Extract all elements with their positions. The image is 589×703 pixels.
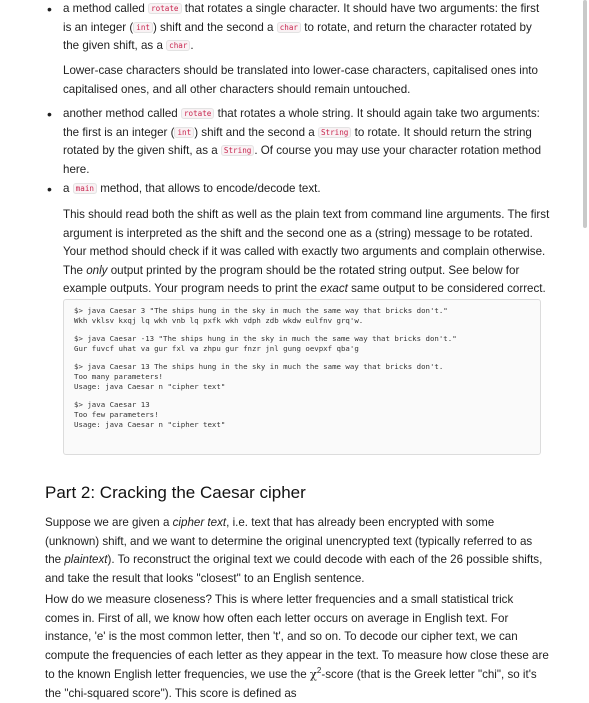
text: to rotate, and return the character rotated by — [301, 20, 532, 34]
code-line: Usage: java Caesar n "cipher text" — [74, 382, 226, 391]
text: is an integer ( — [63, 20, 134, 34]
text: ) shift and the second a — [152, 20, 277, 34]
code-line: Too few parameters! — [74, 410, 159, 419]
inline-code: rotate — [181, 108, 214, 119]
inline-code: String — [221, 145, 254, 156]
text-line: here. — [63, 162, 90, 176]
text: output printed by the program should be the rotated string output. See below for example outputs. Your program needs to print the — [63, 263, 520, 295]
text: same output to be considered correct. — [347, 282, 546, 295]
text: to rotate. It should return the string — [351, 125, 532, 139]
superscript: 2 — [316, 666, 322, 676]
paragraph-closeness — [45, 591, 550, 703]
text: -score (that is the Greek letter "chi", so it's the "chi-squared score"). This score is defined as — [45, 668, 537, 700]
text: another method called — [63, 107, 181, 120]
inline-code: int — [133, 22, 153, 33]
text: method, that allows to encode/decode text. — [96, 182, 321, 195]
code-block — [63, 299, 541, 455]
scrollbar[interactable] — [583, 0, 587, 228]
text: This should read both the shift as well as the plain text from command line arguments. The first argument is interpreted as the shift and the second one as a (string) message to be rotated. Your method should check if it was called with exactly two arguments and complain otherwise. The — [63, 208, 550, 277]
text: How do we measure closeness? This is where letter frequencies and a small statistical trick comes in. First of all, we know how often each letter occurs on average in English text. For instance, 'e' is the most common letter, then 't', and so on. To decode our cipher text, we can compute the frequencies of each letter as they appear in the text. To measure how close these are to the known English letter frequencies, we use the — [45, 593, 549, 681]
text-line — [63, 19, 553, 38]
text-line — [63, 0, 553, 19]
text: that rotates a whole string. It should again take two arguments: — [214, 107, 540, 120]
text-line — [63, 180, 553, 199]
text: ) shift and the second a — [194, 125, 318, 139]
text: Suppose we are given a — [45, 516, 173, 529]
chi-symbol: χ — [309, 667, 317, 681]
inline-code: String — [318, 127, 351, 138]
text: , i.e. text that has already been encrypted with some (unknown) shift, and we want to determine the original unencrypted text (typically referred to as the — [45, 516, 533, 566]
text-line — [63, 142, 553, 161]
code-line: $> java Caesar -13 "The ships hung in the sky in much the same way that bricks don't." — [74, 334, 457, 343]
text: the given shift, as a — [63, 39, 167, 52]
paragraph-lowercase: Lower-case characters should be translated into lower-case characters, capitalised ones into capitalised ones, and all other characters should remain untouched. — [63, 64, 538, 96]
bullet-marker: • — [47, 1, 52, 17]
text-line — [63, 124, 553, 143]
emphasis: cipher text — [172, 516, 227, 529]
text: the first is an integer ( — [63, 125, 175, 139]
text: rotated by the given shift, as a — [63, 144, 221, 157]
text: a — [63, 182, 73, 195]
code-line: $> java Caesar 13 The ships hung in the sky in much the same way that bricks don't. — [74, 362, 444, 371]
paragraph-main-spec — [63, 206, 553, 299]
emphasis: only — [86, 263, 108, 277]
code-line: $> java Caesar 13 — [74, 400, 150, 409]
text: . — [190, 39, 194, 52]
section-title: Part 2: Cracking the Caesar cipher — [45, 483, 306, 502]
code-line: Usage: java Caesar n "cipher text" — [74, 420, 226, 429]
text-line — [63, 105, 553, 124]
bullet-rotate-char — [63, 0, 553, 56]
text: that rotates a single character. It should have two arguments: the first — [181, 2, 540, 15]
code-line: Gur fuvcf uhat va gur fxl va zhpu gur fnzr jnl gung oevpxf qba'g — [74, 344, 359, 353]
emphasis: exact — [320, 282, 348, 295]
inline-code: rotate — [148, 3, 181, 14]
inline-code: char — [277, 22, 301, 33]
code-line: Too many parameters! — [74, 372, 163, 381]
paragraph-cracking — [45, 514, 550, 588]
bullet-marker: • — [47, 106, 52, 122]
bullet-main — [63, 180, 553, 199]
text: ). To reconstruct the original text we could decode with each of the 26 possible shifts, and take the result that looks "closest" to an English sentence. — [45, 553, 543, 585]
inline-code: char — [166, 40, 190, 51]
bullet-marker: • — [47, 181, 52, 197]
text-line — [63, 37, 553, 56]
bullet-rotate-string — [63, 105, 553, 179]
code-line: $> java Caesar 3 "The ships hung in the sky in much the same way that bricks don't." — [74, 306, 448, 315]
inline-code: main — [73, 183, 97, 194]
text: a method called — [63, 2, 149, 15]
inline-code: int — [174, 127, 194, 138]
code-line: Wkh vklsv kxqj lq wkh vnb lq pxfk wkh vdph zdb wkdw eulfnv grq'w. — [74, 316, 364, 325]
emphasis: plaintext — [64, 553, 108, 566]
text: . Of course you may use your character rotation method — [254, 144, 542, 157]
